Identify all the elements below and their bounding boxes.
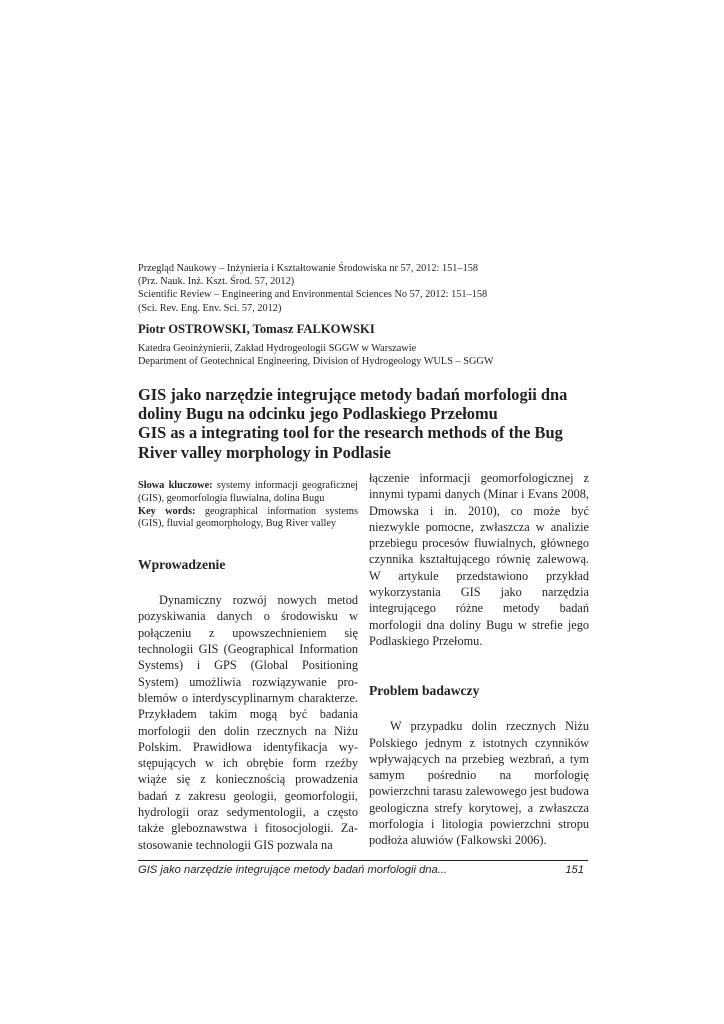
keywords-en-label: Key words: (138, 505, 196, 517)
title-line: GIS jako narzędzie integrujące metody badań morfologii dna (138, 385, 568, 404)
journal-header-line: (Sci. Rev. Eng. Env. Sci. 57, 2012) (138, 302, 282, 314)
title-line: GIS as a integrating tool for the research methods of the Bug (138, 423, 563, 443)
left-column (138, 480, 358, 853)
section-heading-intro: Wprowadzenie (138, 557, 226, 573)
keywords-en-text: geographical information systems (GIS), fluvial geomorphology, Bug River valley (138, 505, 358, 530)
affiliation-line: Department of Geotechnical Engineering, Division of Hydrogeology WULS – SGGW (138, 356, 494, 368)
keywords-en (138, 506, 358, 532)
keywords-pl-label: Słowa kluczowe: (138, 480, 213, 491)
journal-header-line: (Prz. Nauk. Inż. Kszt. Środ. 57, 2012) (138, 276, 295, 288)
article-page (138, 0, 588, 1024)
right-column (369, 470, 589, 849)
journal-header (138, 262, 588, 315)
journal-header-line: Scientific Review – Engineering and Environmental Sciences No 57, 2012: 151–158 (138, 289, 488, 301)
title-line: doliny Bugu na odcinku jego Podlaskiego Przełomu (138, 404, 498, 424)
footer-divider (138, 860, 588, 861)
intro-paragraph-continued: łączenie informacji geomorfologicznej z innymi typami danych (Minar i Evans 2008, Dmowska i in. 2010), co może być niezwykle pomocne, zwłaszcza w analizie przebiegu procesów fluwialnych, głównego czynnika kształtującego równię zalewową. W artykule przedstawiono przykład wykorzystania GIS jako narzędzia integrującego różne metody badań morfologii dna doliny Bugu w strefie jego Podlaskiego Przełomu. (369, 471, 589, 648)
problem-paragraph: W przypadku dolin rzecznych Niżu Polskiego jednym z istotnych czynników wpływających na przebieg wezbrań, a tym samym pośrednio na morfologię powierzchni tarasu zalewowego jest budowa geologiczna strefy korytowej, a zwłaszcza morfologia i litologia powierzchni stropu podłoża aluwiów (Falkowski 2006). (369, 719, 589, 848)
affiliation (138, 342, 494, 368)
running-title: GIS jako narzędzie integrujące metody badań morfologii dna... (138, 864, 448, 876)
authors: Piotr OSTROWSKI, Tomasz FALKOWSKI (138, 322, 375, 336)
article-title (138, 385, 588, 462)
title-line: River valley morphology in Podlasie (138, 442, 391, 462)
section-heading-problem: Problem badawczy (369, 683, 480, 699)
keywords-pl (138, 480, 358, 506)
journal-header-line: Przegląd Naukowy – Inżynieria i Kształtowanie Środowiska nr 57, 2012: 151–158 (138, 263, 479, 274)
affiliation-line: Katedra Geoinżynierii, Zakład Hydrogeologii SGGW w Warszawie (138, 343, 417, 354)
page-number: 151 (565, 864, 584, 876)
keywords-pl-text: systemy informacji geograficznej (GIS), geomorfologia fluwialna, dolina Bugu (138, 480, 359, 504)
intro-paragraph: Dynamiczny rozwój nowych metod pozyskiwania danych o środowisku w połączeniu z upowszechnieniem się technologii GIS (Geographical Information Systems) i GPS (Global Positioning System) umożliwia rozwiązywanie problemów o interdyscyplinarnym charakterze. Przykładem takim mogą być badania morfologii den dolin rzecznych na Niżu Polskim. Prawidłowa identyfikacja występujących w ich obrębie form rzeźby wiąże się z koniecznością prowadzenia badań z zakresu geologii, geomorfologii, hydrologii oraz sedymentologii, a często także gleboznawstwa i fitosocjologii. Zastosowanie technologii GIS pozwala na (138, 593, 358, 852)
